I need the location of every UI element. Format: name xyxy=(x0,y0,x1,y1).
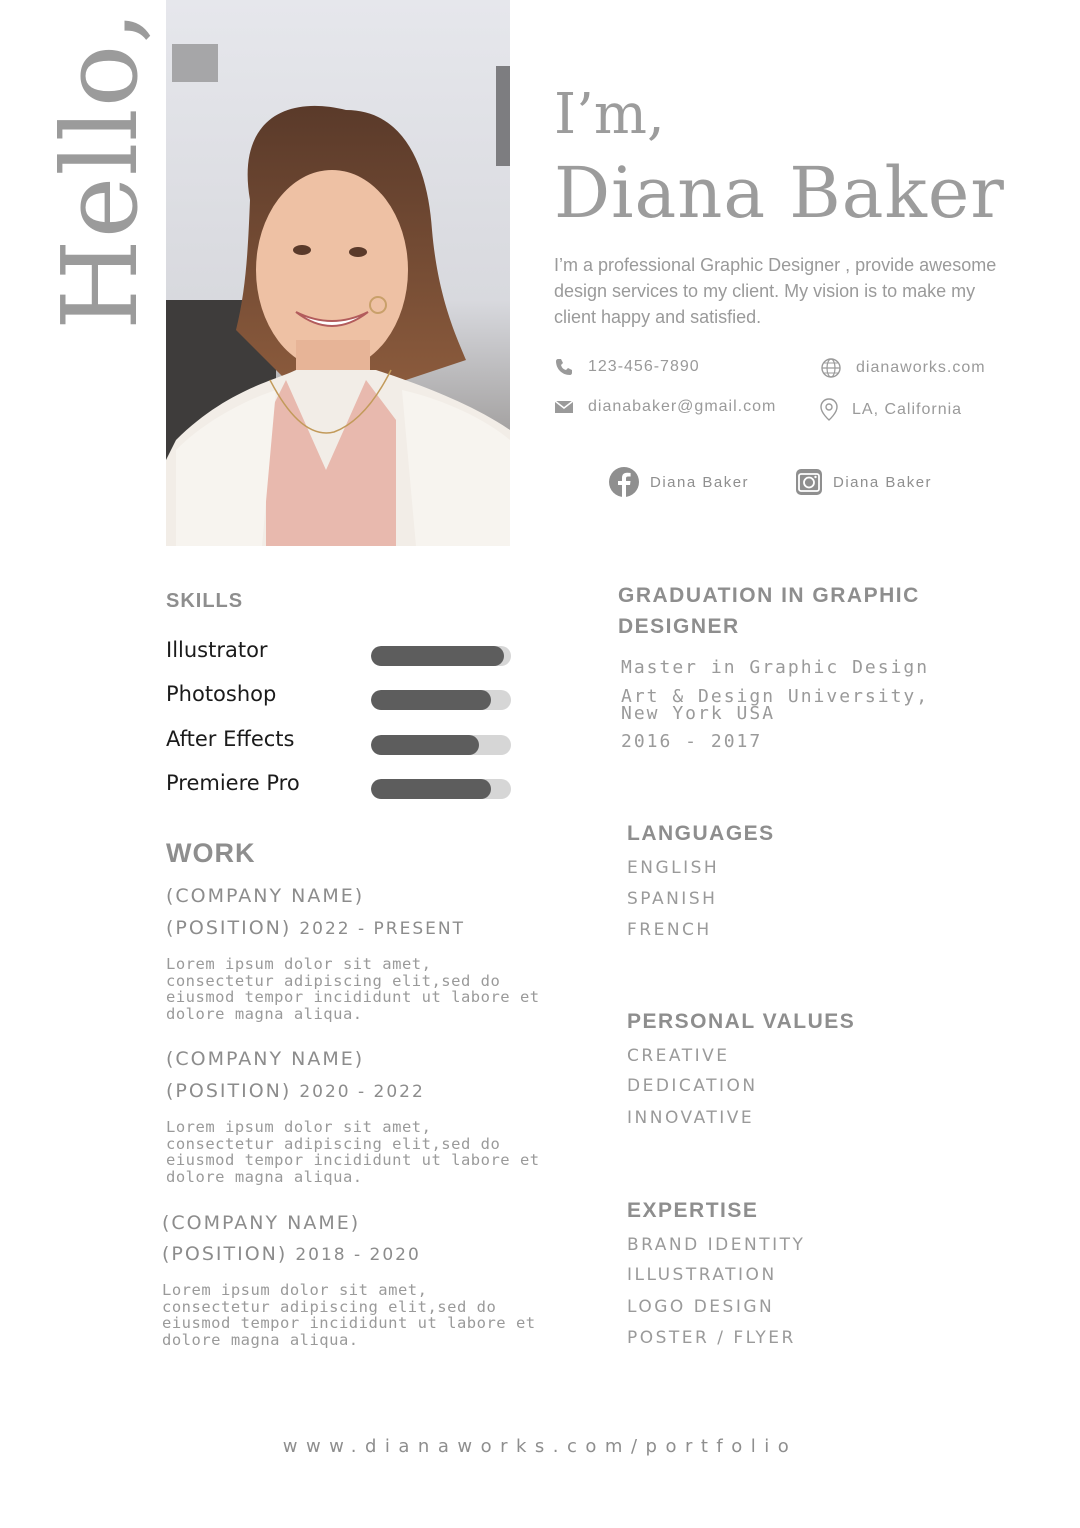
job-years: 2020 - 2022 xyxy=(299,1082,425,1102)
value-item: DEDICATION xyxy=(627,1076,758,1096)
location-text: LA, California xyxy=(852,401,963,418)
company-name: (COMPANY NAME) xyxy=(166,885,365,907)
position-title: (POSITION) xyxy=(162,1243,288,1265)
skill-bar xyxy=(371,646,511,666)
phone-icon xyxy=(554,357,574,377)
company-name: (COMPANY NAME) xyxy=(162,1212,361,1234)
values-heading: PERSONAL VALUES xyxy=(627,1010,856,1033)
work-heading: WORK xyxy=(166,838,256,868)
expertise-item: POSTER / FLYER xyxy=(627,1328,796,1348)
instagram-link[interactable] xyxy=(795,468,932,496)
job-description: Lorem ipsum dolor sit amet, consectetur adipiscing elit,sed do eiusmod tempor incididunt ut labore et dolore magna aliqua. xyxy=(166,955,540,1023)
portfolio-url[interactable]: www.dianaworks.com/portfolio xyxy=(282,1436,798,1457)
hello-greeting: Hello, xyxy=(39,9,161,330)
education-school-line2: New York USA xyxy=(621,703,776,724)
intro-paragraph: I’m a professional Graphic Designer , provide awesome design services to my client. My vision is to make my client happy and satisfied. xyxy=(554,255,997,327)
position-title: (POSITION) xyxy=(166,1080,292,1102)
education-heading-line2: DESIGNER xyxy=(618,615,740,638)
skill-label: Premiere Pro xyxy=(166,771,300,795)
skill-bar-fill xyxy=(371,735,479,755)
expertise-item: BRAND IDENTITY xyxy=(627,1235,806,1255)
expertise-heading: EXPERTISE xyxy=(627,1199,759,1222)
company-name: (COMPANY NAME) xyxy=(166,1048,365,1070)
education-years: 2016 - 2017 xyxy=(621,731,763,752)
job-position xyxy=(166,917,465,939)
envelope-icon xyxy=(554,399,574,415)
contact-website[interactable] xyxy=(820,357,986,379)
skill-bar xyxy=(371,735,511,755)
education-degree: Master in Graphic Design xyxy=(621,657,930,678)
skill-row xyxy=(166,771,511,801)
profile-photo xyxy=(166,0,510,546)
value-item: CREATIVE xyxy=(627,1046,730,1066)
job-description: Lorem ipsum dolor sit amet, consectetur adipiscing elit,sed do eiusmod tempor incididunt ut labore et dolore magna aliqua. xyxy=(166,1118,540,1186)
language-item: SPANISH xyxy=(627,889,718,909)
facebook-link[interactable] xyxy=(608,466,749,498)
website-link: dianaworks.com xyxy=(856,359,986,376)
intro-greeting: I’m, xyxy=(554,82,665,147)
expertise-item: ILLUSTRATION xyxy=(627,1265,777,1285)
languages-heading: LANGUAGES xyxy=(627,822,775,845)
skill-label: Photoshop xyxy=(166,682,277,706)
education-heading-line1: GRADUATION IN GRAPHIC xyxy=(618,584,920,607)
instagram-name: Diana Baker xyxy=(833,473,933,491)
expertise-item: LOGO DESIGN xyxy=(627,1297,775,1317)
instagram-icon xyxy=(795,468,823,496)
job-position xyxy=(166,1080,425,1102)
value-item: INNOVATIVE xyxy=(627,1108,755,1128)
full-name: Diana Baker xyxy=(554,152,1005,234)
language-item: ENGLISH xyxy=(627,858,720,878)
profile-photo-illustration xyxy=(166,0,510,546)
skill-row xyxy=(166,638,511,668)
skill-row xyxy=(166,682,511,712)
job-position xyxy=(162,1243,421,1265)
skill-bar xyxy=(371,690,511,710)
skill-bar-fill xyxy=(371,690,491,710)
skill-label: After Effects xyxy=(166,727,295,751)
language-item: FRENCH xyxy=(627,920,712,940)
contact-phone[interactable] xyxy=(554,357,700,377)
globe-icon xyxy=(820,357,842,379)
education-school-line1: Art & Design University, xyxy=(621,686,930,707)
position-title: (POSITION) xyxy=(166,917,292,939)
facebook-icon xyxy=(608,466,640,498)
phone-number: 123-456-7890 xyxy=(588,358,700,375)
job-years: 2022 - PRESENT xyxy=(299,919,465,939)
skill-bar-fill xyxy=(371,779,491,799)
contact-location xyxy=(820,398,962,422)
skills-heading: SKILLS xyxy=(166,590,244,612)
skill-row xyxy=(166,727,511,757)
location-pin-icon xyxy=(820,398,838,422)
job-years: 2018 - 2020 xyxy=(295,1245,421,1265)
email-address: dianabaker@gmail.com xyxy=(588,398,777,415)
contact-email[interactable] xyxy=(554,398,776,416)
skill-label: Illustrator xyxy=(166,638,268,662)
skill-bar-fill xyxy=(371,646,504,666)
skill-bar xyxy=(371,779,511,799)
facebook-name: Diana Baker xyxy=(650,473,750,491)
job-description: Lorem ipsum dolor sit amet, consectetur adipiscing elit,sed do eiusmod tempor incididunt ut labore et dolore magna aliqua. xyxy=(162,1281,536,1349)
